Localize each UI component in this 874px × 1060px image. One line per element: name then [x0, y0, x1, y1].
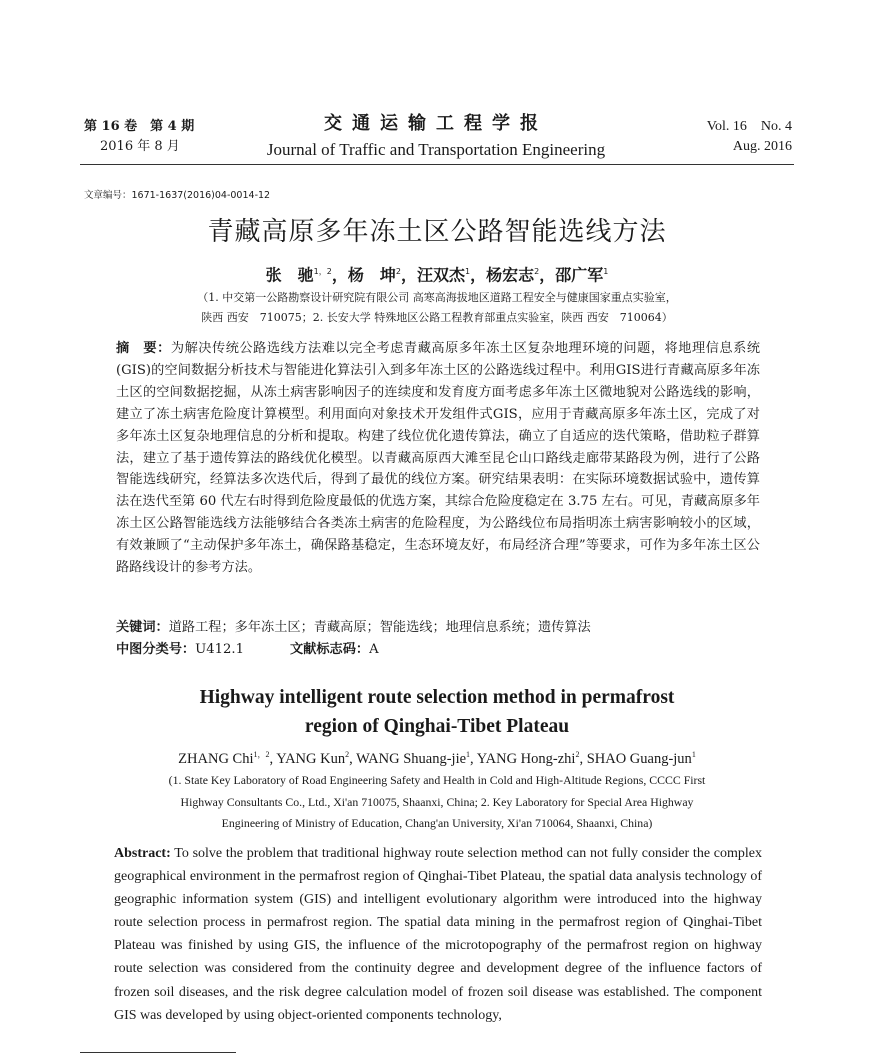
date-cn: 2016 年 8 月: [100, 139, 180, 154]
authors-en: ZHANG Chi$^{1,2}$, YANG Kun$^2$, WANG Shuang-jie$^1$, YANG Hong-zhi$^2$, SHAO Guang-jun$^1$: [178, 750, 696, 767]
affiliation-en-line: Highway Consultants Co., Ltd., Xi'an 710075, Shaanxi, China; 2. Key Laboratory for Special Area Highway: [180, 794, 694, 809]
volume-issue-en: Vol. 16 No. 4: [706, 119, 792, 134]
title-en-line: region of Qinghai-Tibet Plateau: [304, 716, 570, 737]
author-en: SHAO Guang-jun: [586, 750, 692, 767]
affiliation-cn-line: （1. 中交第一公路勘察设计研究院有限公司 高寒高海拔地区道路工程安全与健康国家重点实验室，: [197, 291, 677, 304]
author-cn: 张 驰: [265, 265, 314, 285]
abstract-en-text: To solve the problem that traditional highway route selection method can not fully consider the complex geographical environment in the permafrost region of Qinghai-Tibet Plateau, the spatial data analysis technology of geographic information system (GIS) and intelligent evolutionary algorithm were introduced into the highway route selection process in permafrost region. The spatial data mining in the permafrost region of Qinghai-Tibet Plateau was finished by using GIS, the influence of the microtopography of the permafrost region on highway route selection was considered from the continuity degree and development degree of the influence factors of frozen soil diseases, and the risk degree calculation model of frozen soil disease was established. The component GIS was developed by using object-oriented components technology,: [114, 846, 762, 1023]
author-en: YANG Kun: [276, 750, 346, 767]
header-divider: [80, 164, 794, 165]
keywords-cn-label: 关键词：: [116, 620, 169, 635]
title-en-line: Highway intelligent route selection method in permafrost: [199, 687, 675, 708]
author-affil-ref: 1，2: [253, 750, 270, 759]
journal-issue-cn: [84, 117, 194, 157]
clc-label: 中图分类号：: [116, 642, 196, 657]
affiliation-cn-line: 陕西 西安 710075；2. 长安大学 特殊地区公路工程教育部重点实验室，陕西 西安 710064）: [201, 311, 673, 324]
author-affil-ref: 1: [466, 750, 471, 759]
author-cn: 汪双杰: [416, 265, 465, 285]
author-affil-ref: 2: [345, 750, 350, 759]
article-number: 文章编号：1671-1637(2016)04-0014-12: [84, 190, 271, 201]
author-cn: 杨 坤: [347, 265, 396, 285]
doc-code-label: 文献标志码：: [290, 642, 370, 657]
author-affil-ref: 1: [465, 267, 471, 276]
abstract-en-label: Abstract:: [114, 846, 171, 861]
journal-masthead: [230, 112, 642, 162]
keywords-cn: [116, 617, 760, 638]
journal-name-en: Journal of Traffic and Transportation Engineering: [266, 140, 606, 159]
affiliations-cn: [120, 288, 754, 328]
author-affil-ref: 2: [534, 267, 540, 276]
authors-cn: 张 驰$^{1,2}$，杨 坤$^2$，汪双杰$^1$，杨宏志$^2$，邵广军$^1$: [265, 265, 609, 285]
classification-cn: [116, 639, 760, 660]
author-affil-ref: 1: [691, 750, 696, 759]
title-en: [80, 683, 794, 741]
volume-issue-cn: 第 16 卷 第 4 期: [84, 119, 195, 134]
footnote-divider: [80, 1052, 236, 1053]
author-cn: 杨宏志: [486, 265, 535, 285]
abstract-cn-text: 为解决传统公路选线方法难以完全考虑青藏高原多年冻土区复杂地理环境的问题，将地理信息系统(GIS)的空间数据分析技术与智能进化算法引入到多年冻土区的公路选线过程中。利用GIS进行青藏高原多年冻土区的空间数据挖掘，从冻土病害影响因子的连续度和发育度方面考虑多年冻土区微地貌对公路选线的影响，建立了冻土病害危险度计算模型。利用面向对象技术开发组件式GIS，应用于青藏高原多年冻土区，完成了对多年冻土区复杂地理信息的分析和提取。构建了线位优化遗传算法，确立了自适应的迭代策略，借助粒子群算法，建立了基于遗传算法的路线优化模型。以青藏高原西大滩至昆仑山口路线走廊带某路段为例，进行了公路智能选线研究，经算法多次迭代后，得到了最优的线位方案。研究结果表明：在实际环境数据试验中，遗传算法在迭代至第 60 代左右时得到危险度最低的优选方案，其综合危险度稳定在 3.75 左右。可见，青藏高原多年冻土区公路智能选线方法能够结合各类冻土病害的危险程度，为公路线位布局指明冻土病害影响较小的区域，有效兼顾了“主动保护多年冻土，确保路基稳定，生态环境友好，布局经济合理”等要求，可作为多年冻土区公路路线设计的参考方法。: [116, 341, 761, 576]
date-en: Aug. 2016: [732, 139, 792, 154]
doc-code-value: A: [369, 642, 379, 657]
author-affil-ref: 2: [395, 267, 401, 276]
abstract-en: [114, 842, 762, 1027]
author-affil-ref: 1，2: [313, 267, 332, 276]
abstract-cn: [116, 338, 760, 579]
author-cn: 邵广军: [555, 265, 604, 285]
keywords-cn-text: 道路工程；多年冻土区；青藏高原；智能选线；地理信息系统；遗传算法: [168, 620, 591, 635]
author-affil-ref: 1: [603, 267, 609, 276]
author-en: ZHANG Chi: [178, 750, 254, 767]
author-en: WANG Shuang-jie: [356, 750, 467, 767]
abstract-cn-label: 摘 要：: [116, 341, 171, 356]
journal-issue-en: [707, 117, 792, 157]
affiliation-en-line: (1. State Key Laboratory of Road Engineering Safety and Health in Cold and High-Altitude Regions, CCCC First: [168, 773, 706, 787]
affiliations-en: [110, 770, 764, 835]
author-affil-ref: 2: [575, 750, 580, 759]
author-en: YANG Hong-zhi: [476, 750, 576, 767]
affiliation-en-line: Engineering of Ministry of Education, Chang'an University, Xi'an 710064, Shaanxi, China): [221, 816, 653, 830]
clc-value: U412.1: [195, 642, 244, 657]
journal-name-cn: 交通运输工程学报: [324, 113, 548, 134]
title-cn: 青藏高原多年冻土区公路智能选线方法: [207, 217, 667, 247]
